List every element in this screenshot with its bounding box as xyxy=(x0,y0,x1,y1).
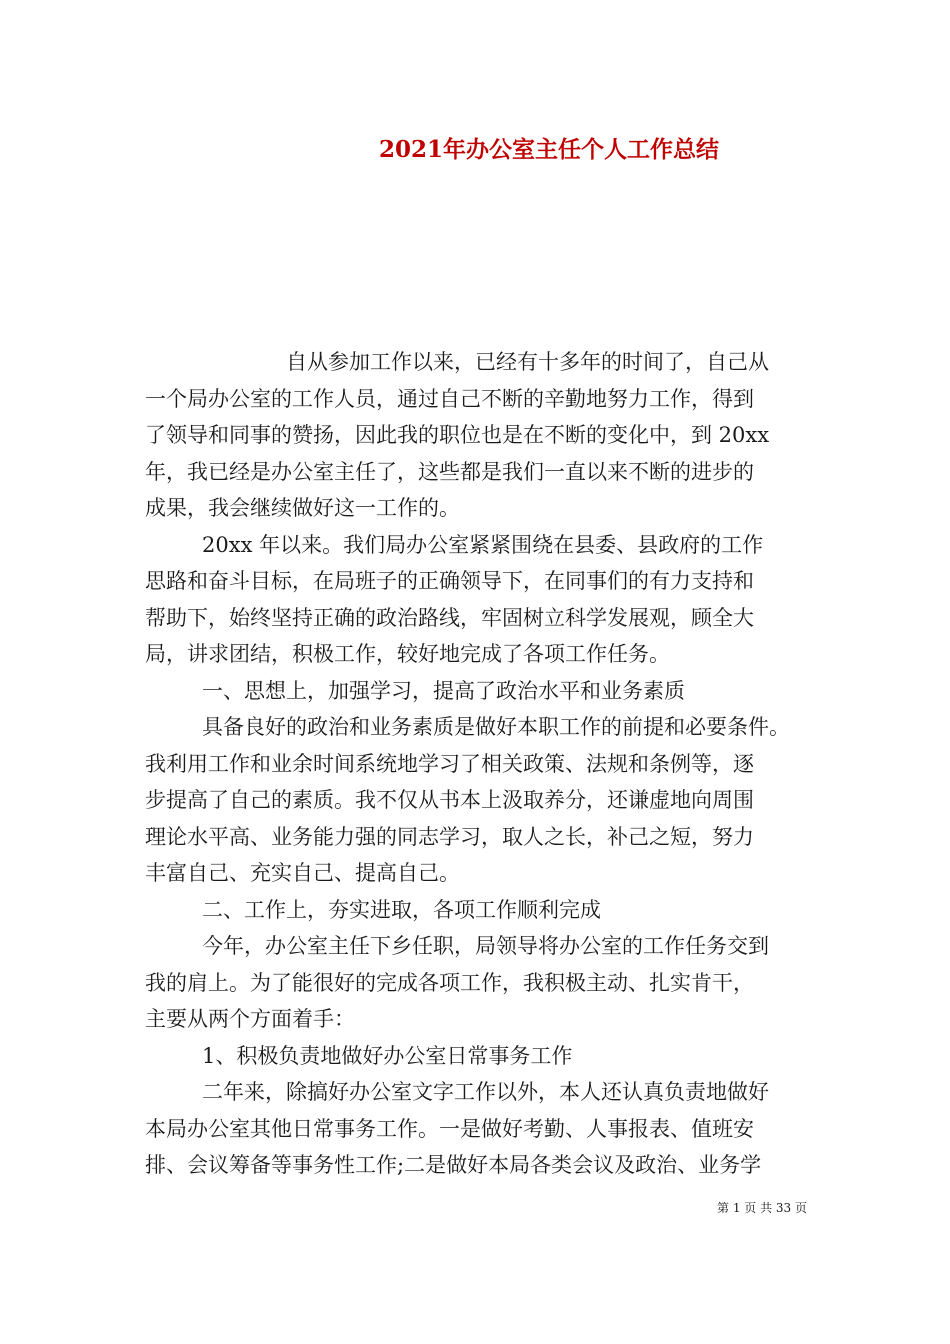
text-line: 理论水平高、业务能力强的同志学习，取人之长，补己之短，努力 xyxy=(145,824,754,849)
text-line: 主要从两个方面着手： xyxy=(145,1007,355,1031)
text-line: 思路和奋斗目标，在局班子的正确领导下，在同事们的有力支持和 xyxy=(145,569,754,593)
text-line: 自从参加工作以来，已经有十多年的时间了，自己从 xyxy=(286,350,769,374)
text-line: 1、积极负责地做好办公室日常事务工作 xyxy=(202,1043,573,1068)
text-line: 排、会议筹备等事务性工作;二是做好本局各类会议及政治、业务学 xyxy=(145,1153,762,1177)
text-line: 20xx 年以来。我们局办公室紧紧围绕在县委、县政府的工作 xyxy=(202,532,764,557)
text-line: 一、思想上，加强学习，提高了政治水平和业务素质 xyxy=(202,678,685,703)
text-line: 二年来，除搞好办公室文字工作以外，本人还认真负责地做好 xyxy=(202,1080,769,1104)
text-line: 步提高了自己的素质。我不仅从书本上汲取养分，还谦虚地向周围 xyxy=(145,788,754,812)
text-line: 具备良好的政治和业务素质是做好本职工作的前提和必要条件。 xyxy=(202,715,790,739)
text-line: 局，讲求团结，积极工作，较好地完成了各项工作任务。 xyxy=(145,642,670,666)
text-line: 二、工作上，夯实进取，各项工作顺利完成 xyxy=(202,897,601,922)
text-line: 帮助下，始终坚持正确的政治路线，牢固树立科学发展观，顾全大 xyxy=(145,605,754,630)
page-title: 2021年办公室主任个人工作总结 xyxy=(378,136,719,163)
text-line: 一个局办公室的工作人员，通过自己不断的辛勤地努力工作，得到 xyxy=(145,386,754,411)
text-line: 今年，办公室主任下乡任职，局领导将办公室的工作任务交到 xyxy=(202,934,769,958)
text-line: 成果，我会继续做好这一工作的。 xyxy=(145,496,460,520)
text-line: 我的肩上。为了能很好的完成各项工作，我积极主动、扎实肯干， xyxy=(145,970,754,995)
text-line: 了领导和同事的赞扬，因此我的职位也是在不断的变化中，到 20xx xyxy=(145,423,770,447)
text-line: 年，我已经是办公室主任了，这些都是我们一直以来不断的进步的 xyxy=(145,459,754,484)
text-line: 本局办公室其他日常事务工作。一是做好考勤、人事报表、值班安 xyxy=(145,1116,754,1141)
page-footer: 第 1 页 共 33 页 xyxy=(717,1201,807,1215)
text-line: 我利用工作和业余时间系统地学习了相关政策、法规和条例等，逐 xyxy=(145,751,754,776)
document-body xyxy=(145,344,813,1184)
text-line: 丰富自己、充实自己、提高自己。 xyxy=(145,861,460,885)
